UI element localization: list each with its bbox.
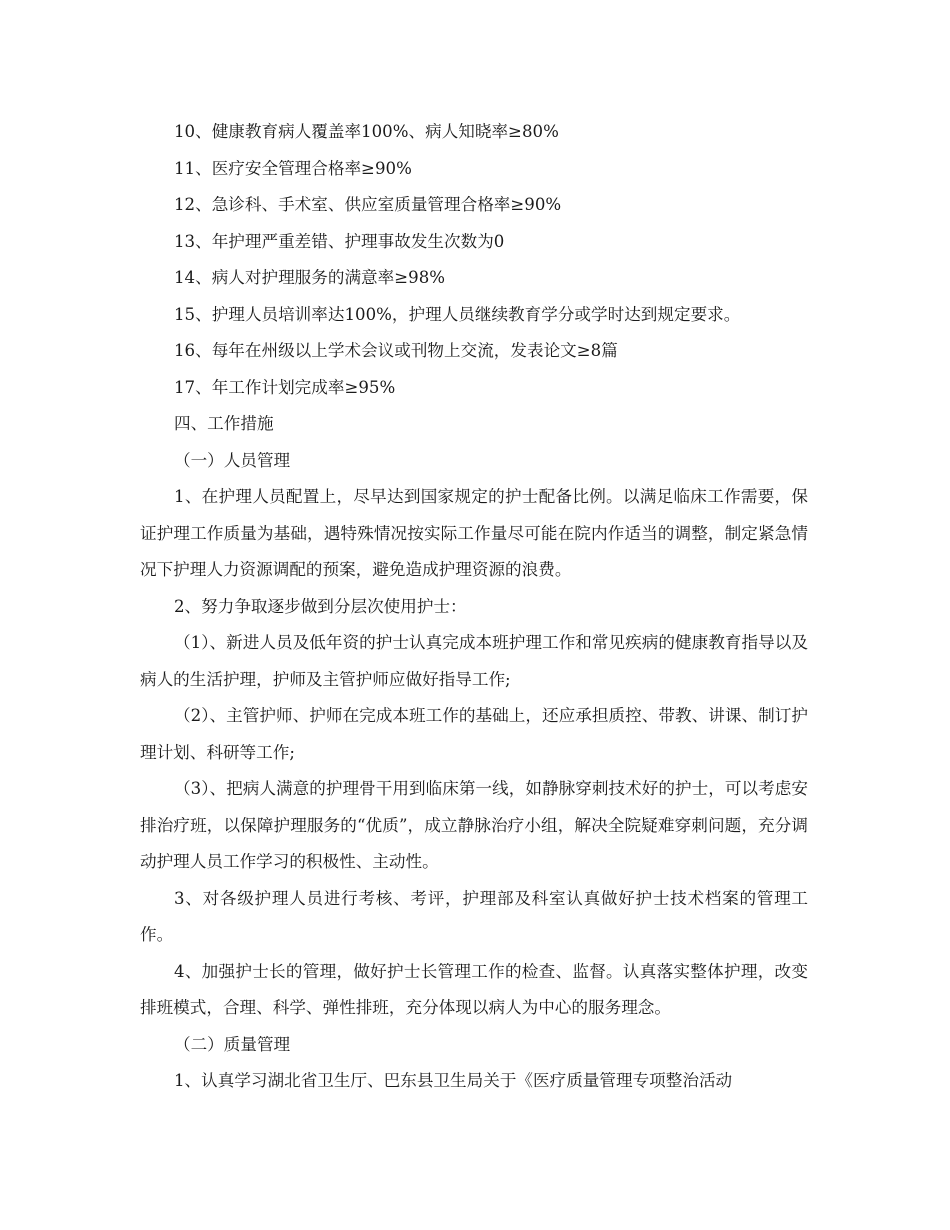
section-heading-measures: 四、工作措施 — [174, 414, 274, 433]
goal-item-11: 11、医疗安全管理合格率≥90% — [174, 158, 412, 178]
staff-paragraph-1: 1、在护理人员配置上，尽早达到国家规定的护士配备比例。以满足临床工作需要，保证护理工作质量为基础，遇特殊情况按实际工作量尽可能在院内作适当的调整，制定紧急情况下护理人力资源调配的预案，避免造成护理资源的浪费。 — [140, 487, 808, 579]
staff-paragraph-3: 3、对各级护理人员进行考核、考评，护理部及科室认真做好护士技术档案的管理工作。 — [140, 888, 808, 944]
goal-item-15: 15、护理人员培训率达100%，护理人员继续教育学分或学时达到规定要求。 — [174, 304, 741, 324]
staff-subitem-1: （1）、新进人员及低年资的护士认真完成本班护理工作和常见疾病的健康教育指导以及病人的生活护理，护师及主管护师应做好指导工作; — [140, 633, 808, 689]
staff-subitem-2: （2）、主管护师、护师在完成本班工作的基础上，还应承担质控、带教、讲课、制订护理计划、科研等工作; — [140, 706, 808, 762]
document-body — [140, 114, 808, 1100]
goal-item-13: 13、年护理严重差错、护理事故发生次数为0 — [174, 231, 505, 251]
staff-subitem-3: （3）、把病人满意的护理骨干用到临床第一线，如静脉穿刺技术好的护士，可以考虑安排治疗班，以保障护理服务的“优质”，成立静脉治疗小组，解决全院疑难穿刺问题，充分调动护理人员工作学习的积极性、主动性。 — [140, 779, 808, 871]
quality-paragraph-1: 1、认真学习湖北省卫生厅、巴东县卫生局关于《医疗质量管理专项整治活动 — [174, 1071, 733, 1090]
goal-item-16: 16、每年在州级以上学术会议或刊物上交流，发表论文≥8篇 — [174, 341, 618, 360]
subsection-heading-quality: （二）质量管理 — [174, 1034, 291, 1054]
goal-item-12: 12、急诊科、手术室、供应室质量管理合格率≥90% — [174, 195, 562, 214]
staff-paragraph-2: 2、努力争取逐步做到分层次使用护士： — [174, 596, 467, 616]
goal-item-17: 17、年工作计划完成率≥95% — [174, 377, 396, 397]
goal-item-14: 14、病人对护理服务的满意率≥98% — [174, 268, 446, 287]
goal-item-10: 10、健康教育病人覆盖率100%、病人知晓率≥80% — [174, 122, 559, 141]
staff-paragraph-4: 4、加强护士长的管理，做好护士长管理工作的检查、监督。认真落实整体护理，改变排班模式，合理、科学、弹性排班，充分体现以病人为中心的服务理念。 — [140, 961, 808, 1017]
subsection-heading-staff: （一）人员管理 — [174, 450, 291, 470]
